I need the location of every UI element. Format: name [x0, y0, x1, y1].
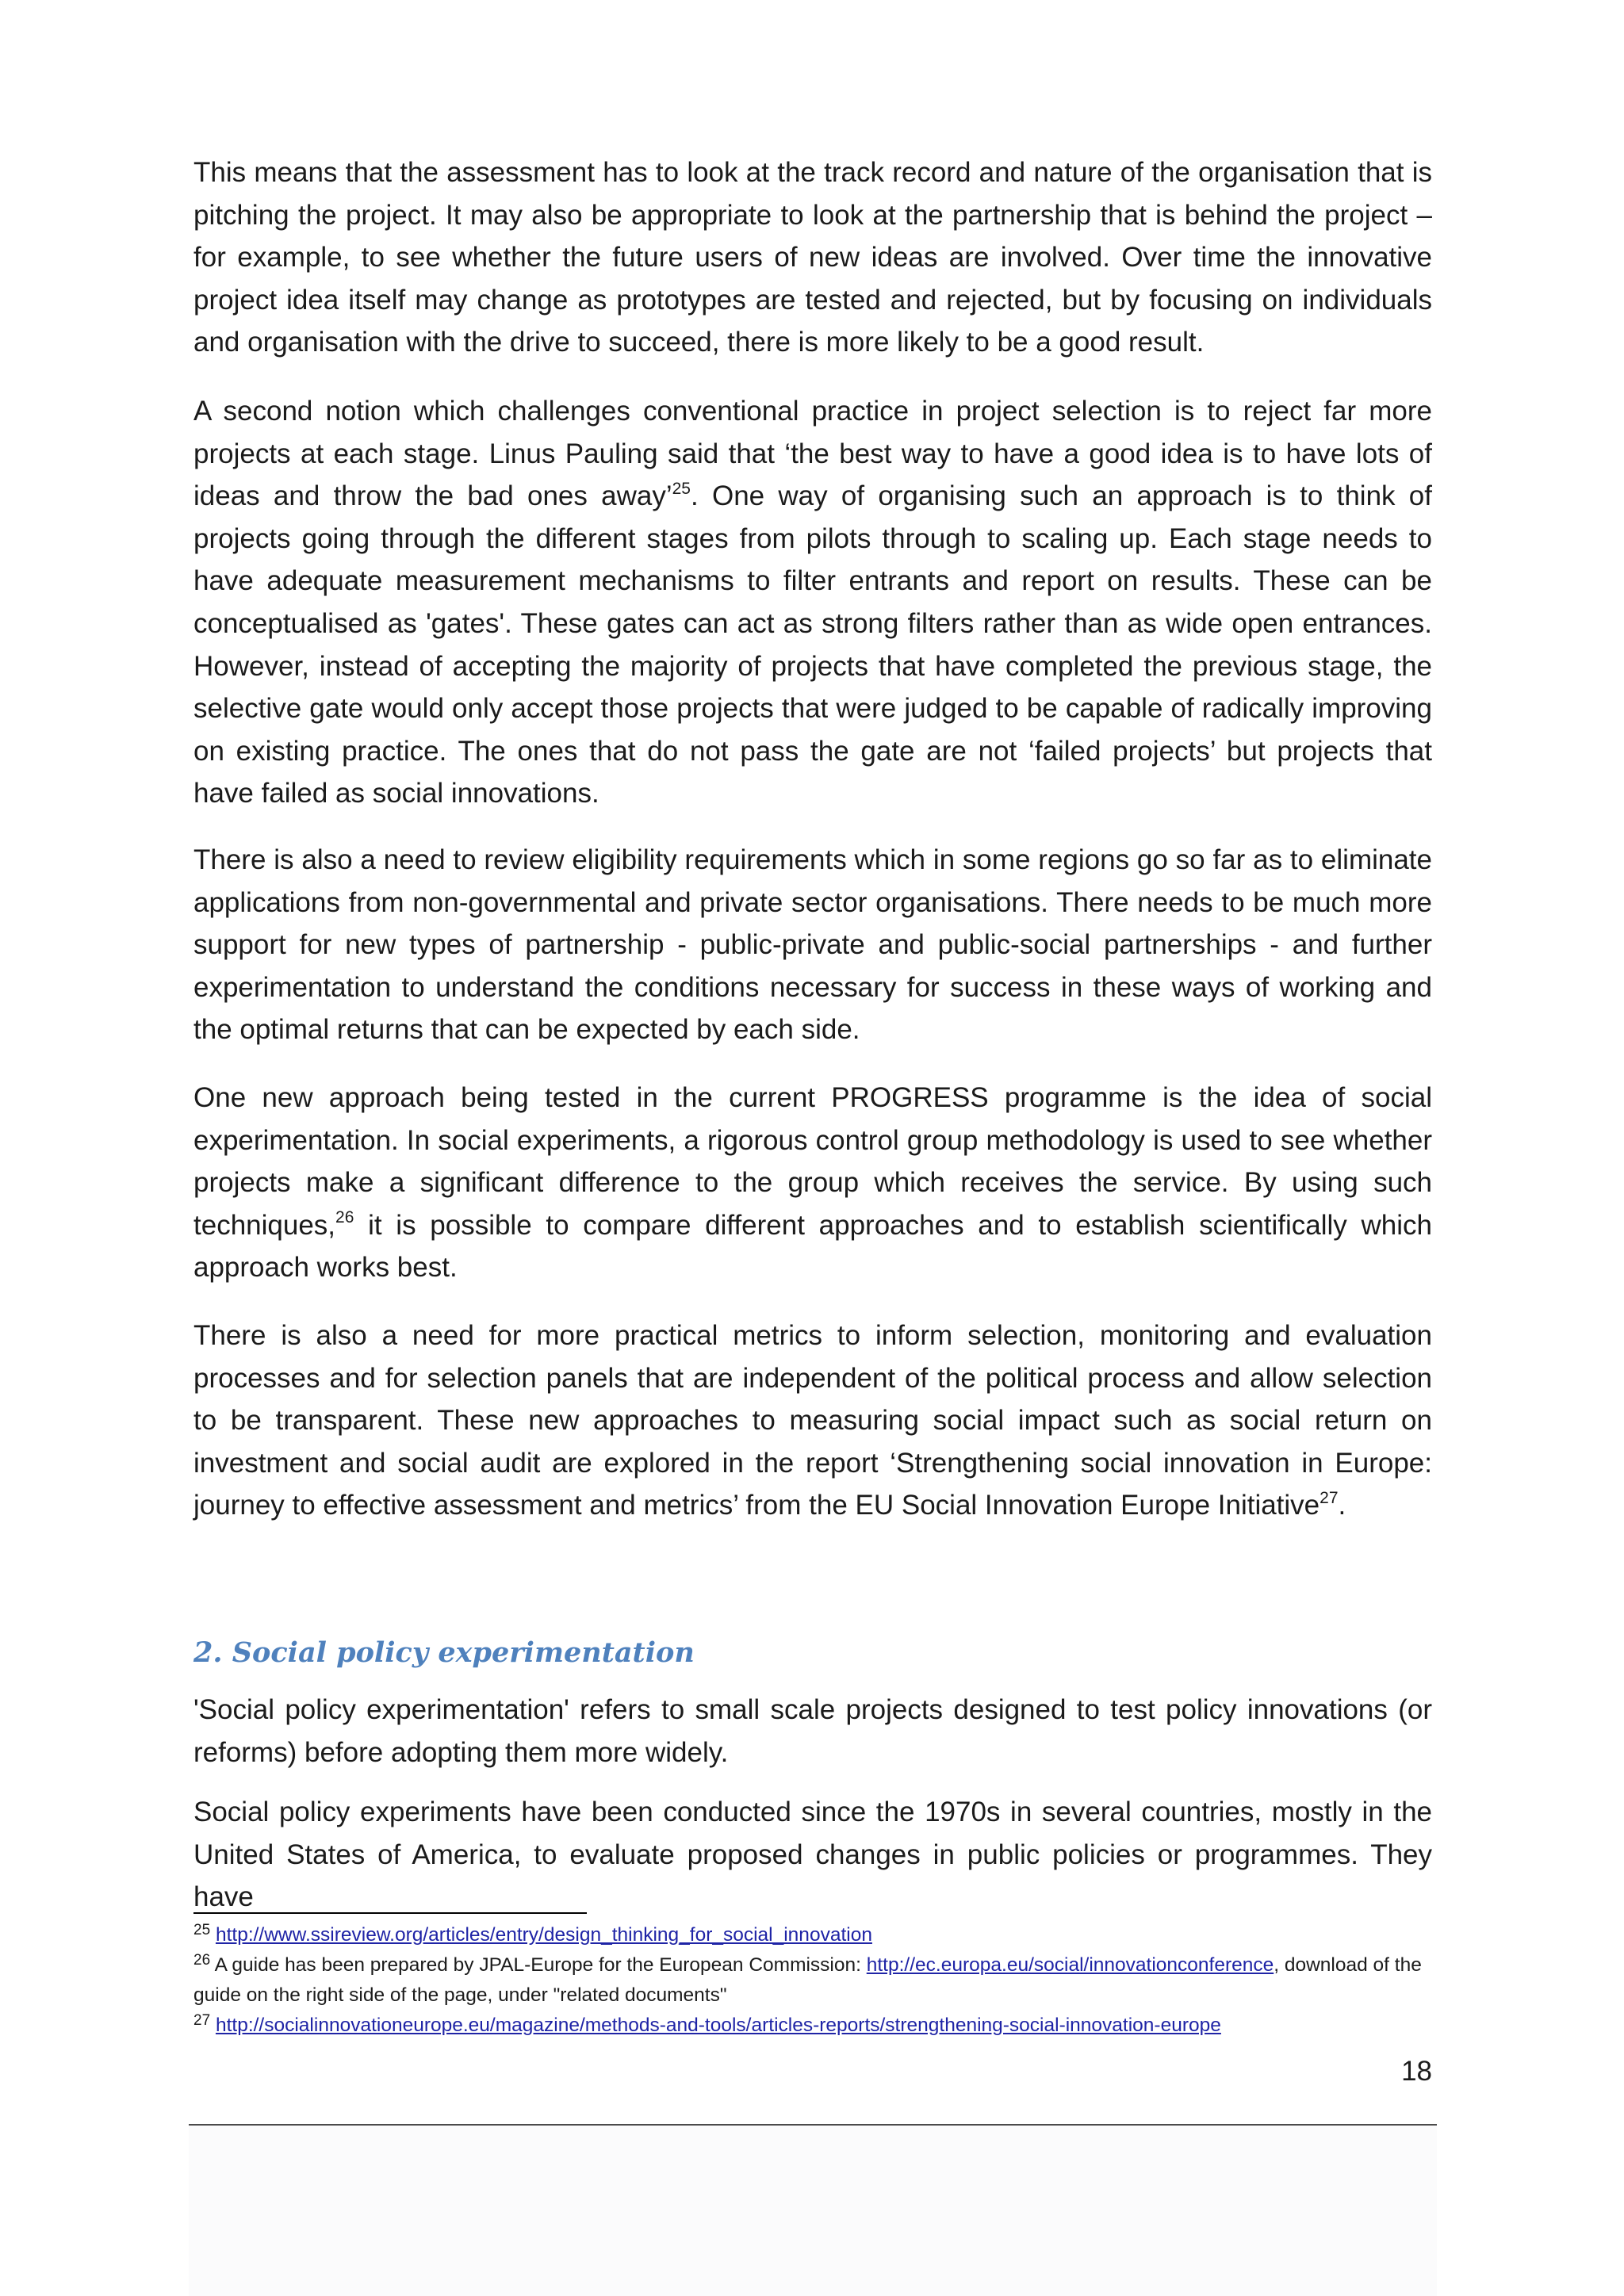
- paragraph-reject-more-projects: [193, 390, 1432, 815]
- paragraph-text-part: A second notion which challenges conventional practice in project selection is to reject far more projects at each stage. Linus Pauling said that ‘the best way to have a good idea is to have lots of ideas and throw the bad ones away’: [193, 396, 1432, 512]
- paragraph-text: There is also a need to review eligibility requirements which in some regions go so far as to eliminate applications from non-governmental and private sector organisations. There needs to be much more support for new types of partnership - public-private and public-social partnerships - and further experimentation to understand the conditions necessary for success in these ways of working and the optimal returns that can be expected by each side.: [193, 844, 1432, 1046]
- footnote-link[interactable]: http://www.ssireview.org/articles/entry/design_thinking_for_social_innovation: [215, 1924, 872, 1946]
- paragraph-text: Social policy experiments have been conducted since the 1970s in several countries, mostly in the United States of America, to evaluate proposed changes in public policies or programmes. They have: [193, 1797, 1432, 1913]
- paragraph-policy-experiment-history: [193, 1791, 1432, 1919]
- paragraph-text: 'Social policy experimentation' refers to small scale projects designed to test policy innovations (or reforms) before adopting them more widely.: [193, 1694, 1432, 1768]
- footnote-reference-26: 26: [335, 1208, 354, 1227]
- footnote-reference-25: 25: [672, 479, 691, 498]
- paragraph-text: [193, 1077, 1432, 1289]
- section-heading: 2. Social policy experimentation: [193, 1636, 695, 1669]
- paragraph-text-part: .: [1338, 1490, 1346, 1521]
- paragraph-text: [193, 390, 1432, 815]
- paragraph-text: [193, 1314, 1432, 1527]
- paragraph-progress-programme: [193, 1077, 1432, 1289]
- footnote-link[interactable]: http://ec.europa.eu/social/innovationconference: [866, 1954, 1274, 1976]
- page-number: 18: [1401, 2056, 1432, 2087]
- paragraph-eligibility-requirements: [193, 839, 1432, 1051]
- footnote-number: 26: [193, 1951, 211, 1969]
- footnote-26: [193, 1950, 1432, 2011]
- footnote-text: , download of the guide on the right side of the page, under "related documents": [193, 1954, 1422, 2006]
- footnote-separator: [193, 1912, 587, 1914]
- footnote-link[interactable]: http://socialinnovationeurope.eu/magazine/methods-and-tools/articles-reports/strengthening-social-innovation-europe: [215, 2015, 1221, 2036]
- footnote-27: [193, 2011, 1432, 2041]
- paragraph-text-part: There is also a need for more practical metrics to inform selection, monitoring and evaluation processes and for selection panels that are independent of the political process and allow selection to be transparent. These new approaches to measuring social impact such as social return on investment and social audit are explored in the report ‘Strengthening social innovation in Europe: journey to effective assessment and metrics’ from the EU Social Innovation Europe Initiative: [193, 1320, 1432, 1521]
- paragraph-policy-experimentation-definition: [193, 1689, 1432, 1774]
- footnote-reference-27: 27: [1320, 1488, 1339, 1507]
- page-bottom-margin: [189, 2125, 1437, 2296]
- footnote-number: 25: [193, 1921, 211, 1938]
- footnote-text: A guide has been prepared by JPAL-Europe for the European Commission:: [210, 1954, 867, 1976]
- paragraph-text-part: . One way of organising such an approach is to think of projects going through the different stages from pilots through to scaling up. Each stage needs to have adequate measurement mechanisms to filter entrants and report on results. These can be conceptualised as 'gates'. These gates can act as strong filters rather than as wide open entrances. However, instead of accepting the majority of projects that have completed the previous stage, the selective gate would only accept those projects that were judged to be capable of radically improving on existing practice. The ones that do not pass the gate are not ‘failed projects’ but projects that have failed as social innovations.: [193, 480, 1432, 809]
- footnote-25: [193, 1920, 1432, 1950]
- footnotes: [193, 1920, 1432, 2041]
- paragraph-text-part: it is possible to compare different approaches and to establish scientifically which approach works best.: [193, 1209, 1432, 1284]
- paragraph-text: This means that the assessment has to look at the track record and nature of the organisation that is pitching the project. It may also be appropriate to look at the partnership that is behind the project – for example, to see whether the future users of new ideas are involved. Over time the innovative project idea itself may change as prototypes are tested and rejected, but by focusing on individuals and organisation with the drive to succeed, there is more likely to be a good result.: [193, 157, 1432, 358]
- paragraph-text-part: One new approach being tested in the current PROGRESS programme is the idea of social experimentation. In social experiments, a rigorous control group methodology is used to see whether projects make a significant difference to the group which receives the service. By using such techniques,: [193, 1082, 1432, 1241]
- footnote-number: 27: [193, 2011, 211, 2029]
- page-bottom-rule: [189, 2124, 1437, 2126]
- paragraph-practical-metrics: [193, 1314, 1432, 1527]
- paragraph-assessment-track-record: [193, 151, 1432, 364]
